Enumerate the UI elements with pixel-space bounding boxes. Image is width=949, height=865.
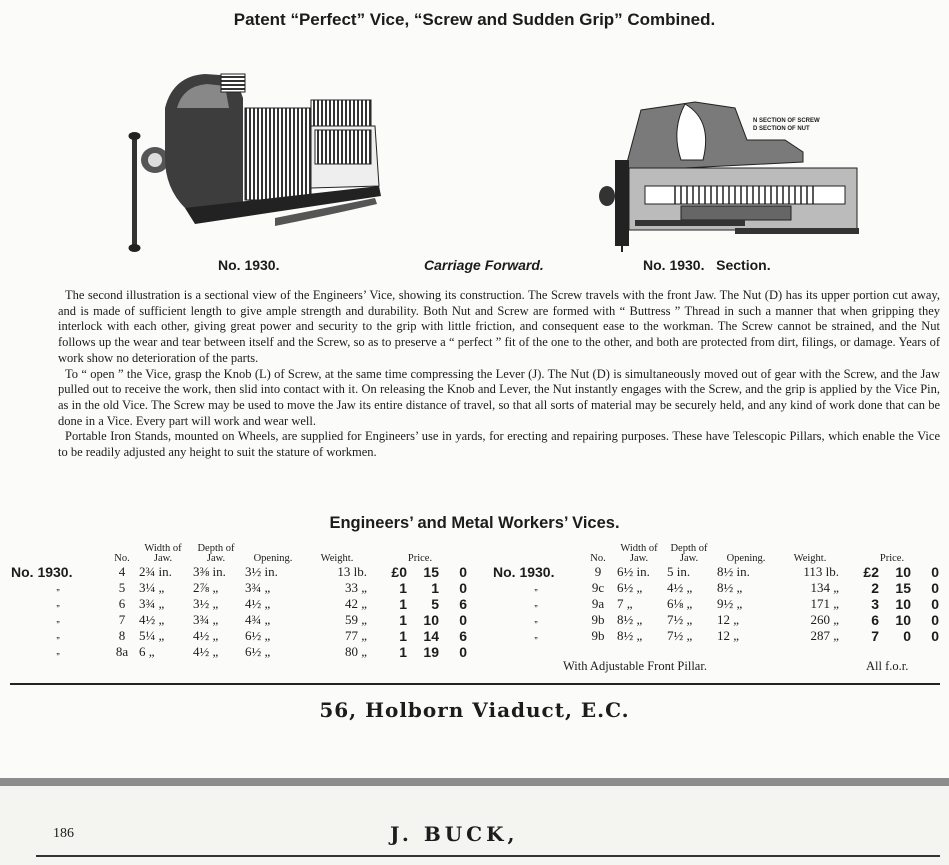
col-depth: Depth of Jaw. (670, 543, 708, 564)
col-depth: Depth of Jaw. (197, 543, 235, 564)
cell-width: 6 „ (139, 644, 155, 659)
cell-no: 7 (118, 612, 126, 627)
table-row (8, 612, 470, 628)
cell-no: 9b (591, 612, 605, 627)
row-lead: „ (534, 630, 538, 641)
table-row (8, 628, 470, 644)
cell-width: 5¼ „ (139, 628, 165, 643)
cell-weight: 33 „ (344, 580, 367, 595)
cell-weight: 134 „ (810, 580, 839, 595)
cell-weight: 42 „ (344, 596, 367, 611)
cell-width: 6½ in. (617, 564, 650, 579)
cell-width: 8½ „ (617, 612, 643, 627)
cell-width: 8½ „ (617, 628, 643, 643)
cell-depth: 3¾ „ (193, 612, 219, 627)
col-opening: Opening. (253, 553, 293, 564)
row-lead: „ (56, 582, 60, 593)
cell-pounds: £2 (863, 564, 879, 580)
row-lead: „ (56, 630, 60, 641)
cell-opening: 8½ „ (717, 580, 743, 595)
cell-shillings: 5 (431, 596, 439, 612)
col-opening: Opening. (726, 553, 766, 564)
col-no: No. (590, 553, 606, 564)
table-row (490, 612, 942, 628)
table-row (8, 564, 470, 580)
cell-no: 6 (118, 596, 126, 611)
col-no: No. (114, 553, 130, 564)
table-row (490, 580, 942, 596)
row-lead: „ (534, 582, 538, 593)
cell-opening: 6½ „ (245, 644, 271, 659)
vice-illustration (125, 68, 385, 256)
cell-no: 5 (118, 580, 126, 595)
cell-pence: 6 (459, 628, 467, 644)
cell-width: 6½ „ (617, 580, 643, 595)
row-lead: No. 1930. (11, 564, 73, 580)
cell-shillings: 10 (895, 596, 911, 612)
cell-pence: 0 (931, 580, 939, 596)
col-price: Price. (879, 553, 905, 564)
cell-pence: 0 (459, 612, 467, 628)
cell-pounds: 1 (399, 580, 407, 596)
cell-pounds: 1 (399, 644, 407, 660)
cell-pounds: 3 (871, 596, 879, 612)
section-label-screw: N SECTION OF SCREW (753, 118, 820, 124)
cell-shillings: 10 (895, 612, 911, 628)
cell-weight: 80 „ (344, 644, 367, 659)
row-lead: „ (56, 614, 60, 625)
col-price: Price. (407, 553, 433, 564)
cell-no: 9c (591, 580, 605, 595)
cell-pounds: 7 (871, 628, 879, 644)
cell-weight: 113 lb. (803, 564, 839, 579)
vice-table-left (8, 538, 470, 660)
cell-depth: 2⅞ „ (193, 580, 219, 595)
cell-opening: 8½ in. (717, 564, 750, 579)
cell-shillings: 14 (423, 628, 439, 644)
cell-no: 9 (594, 564, 602, 579)
cell-pence: 0 (459, 644, 467, 660)
col-weight: Weight. (793, 553, 827, 564)
cell-width: 3¼ „ (139, 580, 165, 595)
table-row (8, 596, 470, 612)
cell-depth: 6⅛ „ (667, 596, 693, 611)
cell-shillings: 1 (431, 580, 439, 596)
table-row (490, 564, 942, 580)
cell-weight: 77 „ (344, 628, 367, 643)
cell-pence: 0 (931, 628, 939, 644)
cell-width: 2¾ in. (139, 564, 172, 579)
cell-weight: 260 „ (810, 612, 839, 627)
address: 56, Holborn Viaduct, E.C. (319, 698, 630, 722)
cell-no: 9b (591, 628, 605, 643)
table-header-row (490, 538, 942, 564)
cell-pounds: 1 (399, 612, 407, 628)
cell-width: 7 „ (617, 596, 633, 611)
cell-opening: 9½ „ (717, 596, 743, 611)
cell-shillings: 19 (423, 644, 439, 660)
cell-pounds: 2 (871, 580, 879, 596)
firm-name: J. BUCK, (390, 822, 519, 846)
cell-pence: 0 (931, 564, 939, 580)
cell-no: 4 (118, 564, 126, 579)
cell-weight: 13 lb. (337, 564, 367, 579)
cell-weight: 171 „ (810, 596, 839, 611)
table-header-row (8, 538, 470, 564)
col-width: Width of Jaw. (144, 543, 182, 564)
section-label-nut: D SECTION OF NUT (753, 126, 810, 132)
paragraph-construction: The second illustration is a sectional view of the Engineers’ Vice, showing its construction. The Screw travels with the front Jaw. The Nut (D) has its upper portion cut away, and is made of sufficient length to give ample strength and durability. Both Nut and Screw are formed with “ Buttress ” Thread in such a manner that when gripping they interlock with each other, giving great power and security to the grip with little friction, and consequent ease to the workman. The Screw cannot be strained, and the Nut follows up the wear and tear between itself and the Screw, so as to preserve a “ perfect ” fit of the one to the other, and both are protected from dirt, filings, or damage. Years of work show no deterioration of the parts. (58, 288, 940, 365)
cell-width: 4½ „ (139, 612, 165, 627)
cell-opening: 3¾ „ (245, 580, 271, 595)
table-row (8, 580, 470, 596)
cell-pence: 0 (931, 596, 939, 612)
vice-section-illustration (585, 100, 865, 252)
cell-pounds: 6 (871, 612, 879, 628)
cell-weight: 59 „ (344, 612, 367, 627)
cell-depth: 5 in. (667, 564, 691, 579)
cell-shillings: 10 (895, 564, 911, 580)
cell-shillings: 15 (895, 580, 911, 596)
for-note: All f.o.r. (866, 659, 909, 673)
cell-depth: 3½ „ (193, 596, 219, 611)
cell-pence: 0 (931, 612, 939, 628)
table-rule (10, 683, 940, 685)
cell-pounds: 1 (399, 628, 407, 644)
cell-no: 8a (115, 644, 129, 659)
table-row (8, 644, 470, 660)
row-lead: „ (56, 598, 60, 609)
cell-opening: 6½ „ (245, 628, 271, 643)
table-row (490, 596, 942, 612)
row-lead: No. 1930. (493, 564, 555, 580)
caption-section: No. 1930. Section. (643, 257, 771, 273)
row-lead: „ (534, 614, 538, 625)
col-width: Width of Jaw. (620, 543, 658, 564)
cell-opening: 12 „ (717, 612, 740, 627)
description-text (58, 288, 940, 461)
table-row (490, 628, 942, 644)
cell-weight: 287 „ (810, 628, 839, 643)
caption-vice: No. 1930. (218, 257, 280, 273)
cell-shillings: 0 (903, 628, 911, 644)
cell-depth: 4½ „ (193, 628, 219, 643)
cell-depth: 7½ „ (667, 628, 693, 643)
cell-no: 9a (591, 596, 605, 611)
page-number: 186 (53, 826, 74, 841)
cell-pounds: £0 (391, 564, 407, 580)
pillar-note: With Adjustable Front Pillar. (563, 659, 707, 673)
cell-no: 8 (118, 628, 126, 643)
cell-pounds: 1 (399, 596, 407, 612)
table-title: Engineers’ and Metal Workers’ Vices. (329, 514, 620, 532)
footer-rule (36, 855, 940, 857)
cell-pence: 6 (459, 596, 467, 612)
cell-shillings: 10 (423, 612, 439, 628)
cell-depth: 3⅜ in. (193, 564, 226, 579)
paragraph-stands: Portable Iron Stands, mounted on Wheels, are supplied for Engineers’ use in yards, for erecting and repairing purposes. These have Telescopic Pillars, which enable the Vice to be readily adjusted any height to suit the stature of workmen. (58, 429, 940, 460)
cell-opening: 4½ „ (245, 596, 271, 611)
cell-pence: 0 (459, 580, 467, 596)
page-heading: Patent “Perfect” Vice, “Screw and Sudden Grip” Combined. (233, 10, 716, 29)
page-gap (0, 778, 949, 786)
caption-carriage: Carriage Forward. (424, 257, 544, 273)
cell-depth: 7½ „ (667, 612, 693, 627)
cell-pence: 0 (459, 564, 467, 580)
row-lead: „ (56, 646, 60, 657)
cell-depth: 4½ „ (667, 580, 693, 595)
cell-depth: 4½ „ (193, 644, 219, 659)
col-weight: Weight. (320, 553, 354, 564)
row-lead: „ (534, 598, 538, 609)
cell-shillings: 15 (423, 564, 439, 580)
cell-opening: 3½ in. (245, 564, 278, 579)
vice-table-right (490, 538, 942, 644)
cell-opening: 12 „ (717, 628, 740, 643)
paragraph-operation: To “ open ” the Vice, grasp the Knob (L) of Screw, at the same time compressing the Lever (J). The Nut (D) is simultaneously moved out of gear with the Screw, and the Jaw pulled out to receive the work, then slid into contact with it. On releasing the Knob and Lever, the Nut instantly engages with the Screw, and the grip is applied by the Vice Pin, as in the old Vice. The Screw may be used to move the Jaw its entire distance of travel, so that all sorts of material may be securely held, and any kind of work done that can be done in a Vice. Every part will work and wear well. (58, 366, 940, 428)
cell-width: 3¾ „ (139, 596, 165, 611)
cell-opening: 4¾ „ (245, 612, 271, 627)
